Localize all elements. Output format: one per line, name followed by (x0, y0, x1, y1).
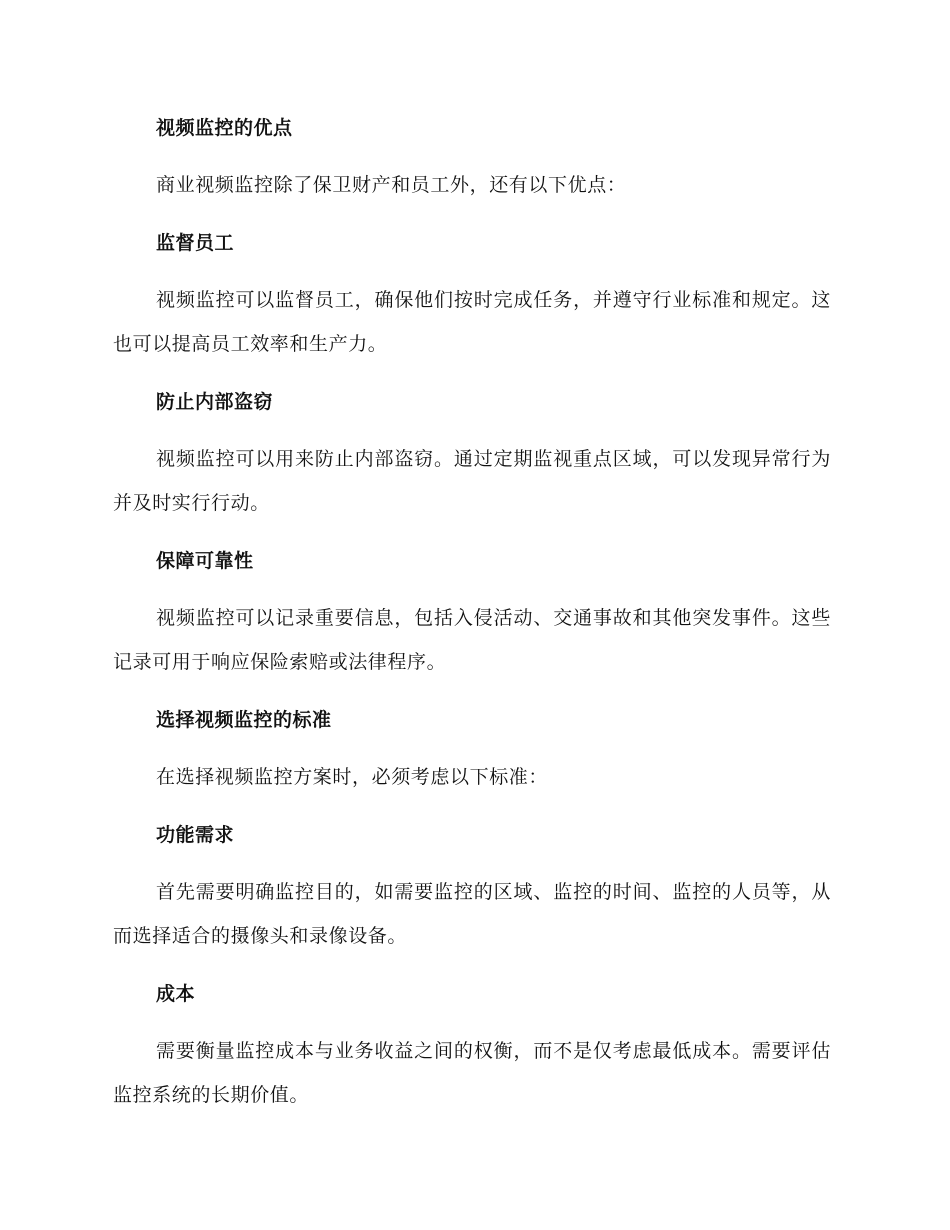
section-heading-reliability: 保障可靠性 (156, 550, 254, 572)
section-heading-selection-criteria: 选择视频监控的标准 (156, 709, 332, 731)
section-heading-supervise-staff: 监督员工 (156, 232, 235, 254)
section-paragraph-prevent-theft: 视频监控可以用来防止内部盗窃。通过定期监视重点区域，可以发现异常行为并及时实行行动。 (113, 448, 831, 514)
section-paragraph-advantages: 商业视频监控除了保卫财产和员工外，还有以下优点： (156, 174, 627, 196)
section-paragraph-cost: 需要衡量监控成本与业务收益之间的权衡，而不是仅考虑最低成本。需要评估监控系统的长期价值。 (113, 1040, 831, 1106)
section-paragraph-functional-requirements: 首先需要明确监控目的，如需要监控的区域、监控的时间、监控的人员等，从而选择适合的摄像头和录像设备。 (113, 881, 831, 947)
section-paragraph-supervise-staff: 视频监控可以监督员工，确保他们按时完成任务，并遵守行业标准和规定。这也可以提高员工效率和生产力。 (113, 289, 831, 355)
document-body (113, 106, 831, 1131)
section-heading-prevent-theft: 防止内部盗窃 (156, 391, 274, 413)
section-paragraph-selection-criteria: 在选择视频监控方案时，必须考虑以下标准： (156, 766, 549, 788)
section-heading-cost: 成本 (156, 983, 196, 1005)
section-heading-advantages: 视频监控的优点 (156, 117, 293, 139)
section-paragraph-reliability: 视频监控可以记录重要信息，包括入侵活动、交通事故和其他突发事件。这些记录可用于响应保险索赔或法律程序。 (113, 607, 831, 673)
section-heading-functional-requirements: 功能需求 (156, 824, 235, 846)
